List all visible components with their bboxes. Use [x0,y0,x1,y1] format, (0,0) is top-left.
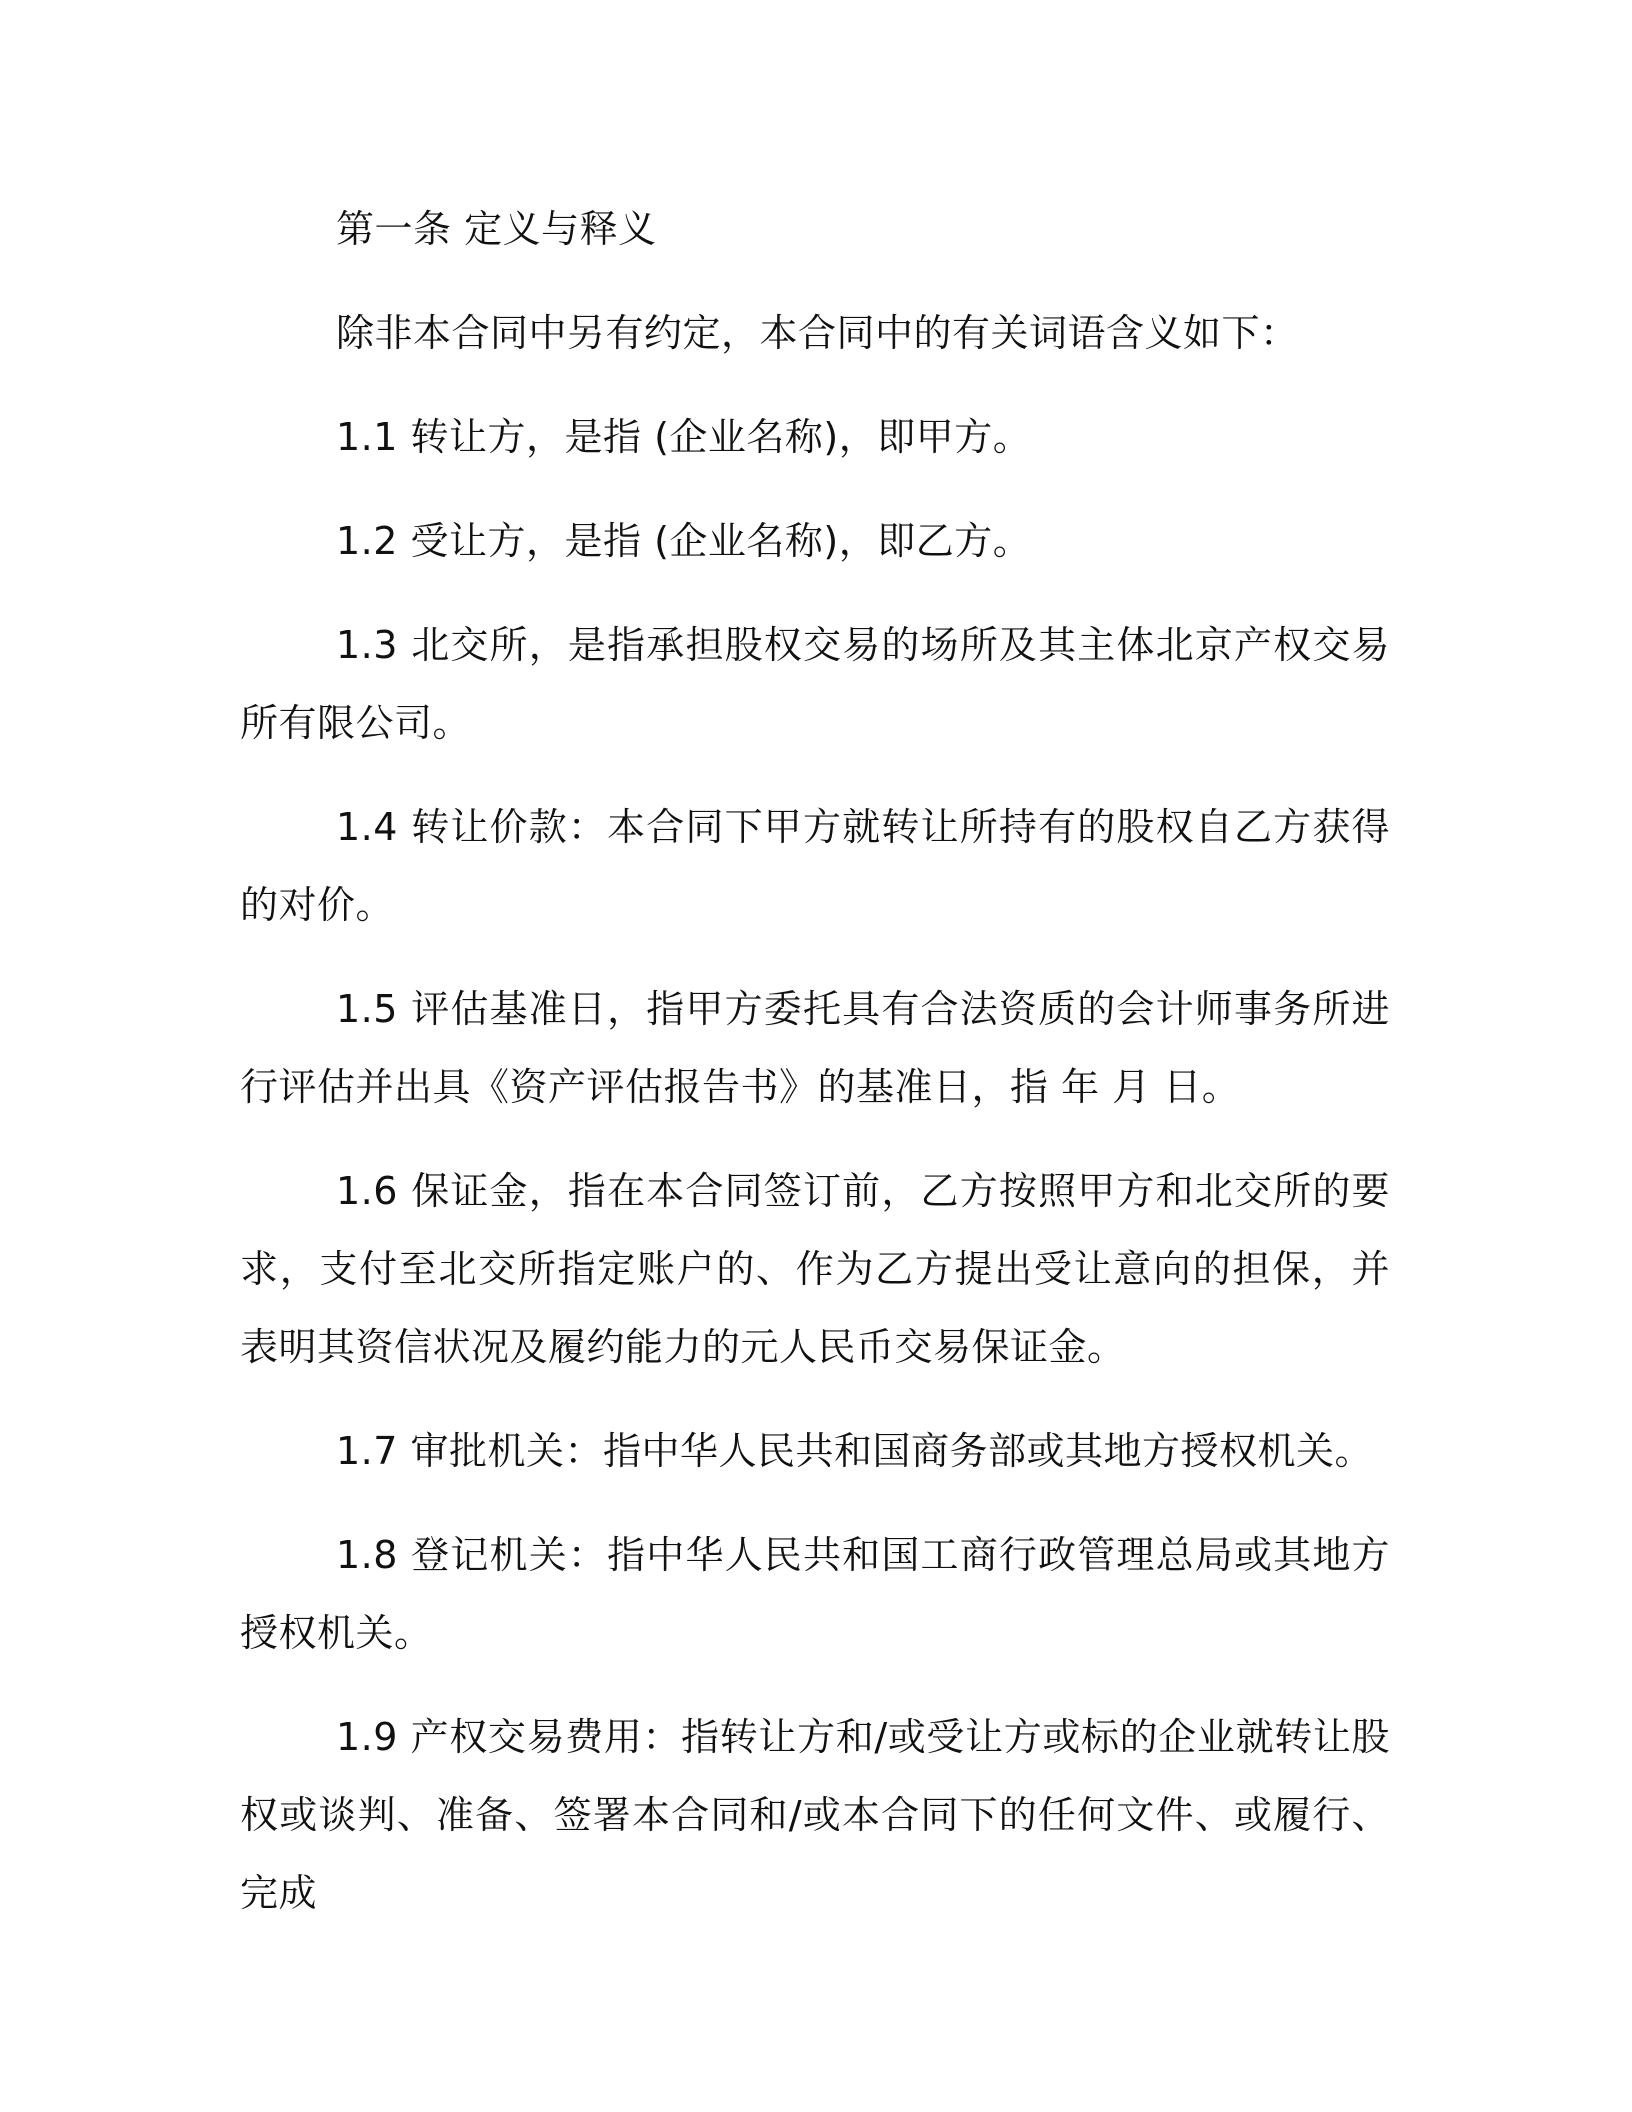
clause-1-9: 1.9 产权交易费用：指转让方和/或受让方或标的企业就转让股权或谈判、准备、签署本合同和/或本合同下的任何文件、或履行、完成 [240,1715,1390,1915]
clause-1-5: 1.5 评估基准日，指甲方委托具有合法资质的会计师事务所进行评估并出具《资产评估报告书》的基准日，指 年 月 日。 [240,987,1390,1109]
clause-1-2: 1.2 受让方，是指 (企业名称)，即乙方。 [336,519,1032,563]
intro-paragraph: 除非本合同中另有约定，本合同中的有关词语含义如下： [336,311,1299,355]
clause-1-7: 1.7 审批机关：指中华人民共和国商务部或其地方授权机关。 [336,1429,1374,1473]
clause-1-4: 1.4 转让价款：本合同下甲方就转让所持有的股权自乙方获得的对价。 [240,805,1390,927]
clause-1-3: 1.3 北交所，是指承担股权交易的场所及其主体北京产权交易所有限公司。 [240,623,1390,745]
article-heading: 第一条 定义与释义 [336,207,657,251]
clause-1-6: 1.6 保证金，指在本合同签订前，乙方按照甲方和北交所的要求，支付至北交所指定账户的、作为乙方提出受让意向的担保，并表明其资信状况及履约能力的元人民币交易保证金。 [240,1169,1390,1369]
document-body [240,190,1390,1958]
clause-1-1: 1.1 转让方，是指 (企业名称)，即甲方。 [336,415,1032,459]
clause-1-8: 1.8 登记机关：指中华人民共和国工商行政管理总局或其地方授权机关。 [240,1533,1390,1655]
